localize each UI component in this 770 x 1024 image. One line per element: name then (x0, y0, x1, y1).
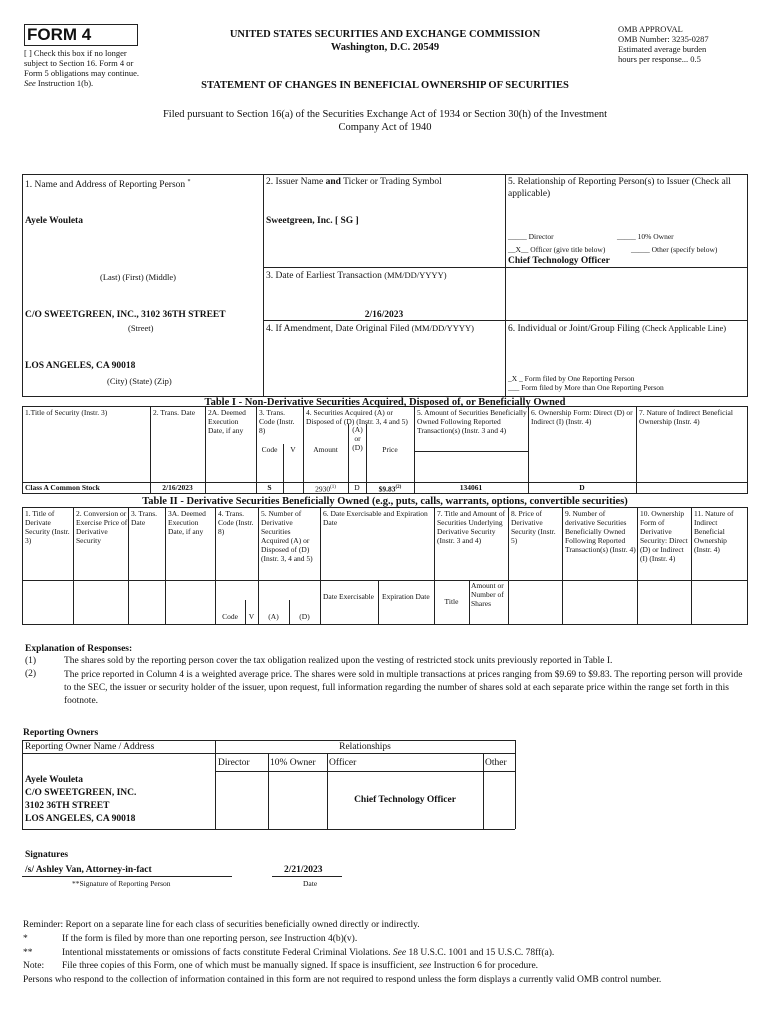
note-label: Note: (23, 961, 45, 971)
form-title: FORM 4 (27, 25, 92, 44)
t1-h3: 3. Trans. Code (Instr. 8) (259, 408, 295, 435)
t2-h5: 5. Number of Derivative Securities Acquired (A) or Disposed of (D) (Instr. 3, 4 and 5) (261, 509, 313, 563)
checkbox-note: [ ] Check this box if no longer subject to Section 16. Form 4 or Form 5 obligations may continue. See Instruction 1(b). (24, 48, 139, 88)
footnote-double-star: ** (23, 948, 33, 958)
t2-h6: 6. Date Exercisable and Expiration Date (323, 509, 428, 527)
filed-pursuant: Filed pursuant to Section 16(a) of the Securities Exchange Act of 1934 or Section 30(h) of the Investment Company Act of 1940 (162, 109, 608, 133)
t1-sub-price: Price (382, 445, 398, 454)
signature-label: **Signature of Reporting Person (72, 879, 171, 888)
signer-name: /s/ Ashley Van, Attorney-in-fact (25, 865, 152, 875)
owners-col-director: Director (218, 758, 250, 768)
agency-location: Washington, D.C. 20549 (330, 42, 440, 53)
t2-sub-exp: Expiration Date (382, 592, 430, 601)
box1-label: 1. Name and Address of Reporting Person * (25, 179, 191, 191)
signatures-title: Signatures (25, 850, 69, 860)
footnote-2-text: The price reported in Column 4 is a weighted average price. The shares were sold in multiple transactions at prices ranging from $9.69 to $9.83. The reporting person will provide to the SEC, the issuer or security holder of the issuer, upon request, full information regarding the number of shares sold at each separate price within the range set forth in this footnote. (64, 670, 743, 706)
t1-sub-v: V (290, 445, 296, 454)
officer-title: Chief Technology Officer (508, 256, 610, 266)
t1-row-ad: D (354, 483, 360, 492)
t2-h9: 9. Number of derivative Securities Beneficially Owned Following Reported Transaction(s) (Instr. 4) (565, 509, 636, 554)
t2-h11: 11. Nature of Indirect Beneficial Ownership (Instr. 4) (694, 509, 734, 554)
t1-row-owned: 134061 (459, 483, 483, 492)
owner-officer-title: Chief Technology Officer (354, 795, 456, 805)
t2-sub-a: (A) (268, 612, 279, 621)
owners-col-relationships: Relationships (339, 742, 391, 752)
t1-h5: 5. Amount of Securities Beneficially Owned Following Reported Transaction(s) (Instr. 3 and 4) (417, 408, 527, 435)
owners-col-officer: Officer (329, 758, 357, 768)
date-label: Date (303, 879, 318, 888)
t1-sub-ad: (A) or (D) (352, 425, 363, 452)
agency-name: UNITED STATES SECURITIES AND EXCHANGE COMMISSION (229, 29, 541, 40)
omb-disclaimer: Persons who respond to the collection of information contained in this form are not required to respond unless the form displays a currently valid OMB control number. (23, 975, 662, 985)
note-text: File three copies of this Form, one of which must be manually signed. If space is insufficient, see Instruction 6 for procedure. (62, 961, 539, 971)
t1-row-form: D (579, 483, 585, 492)
signature-date: 2/21/2023 (284, 865, 323, 875)
footnote-1-text: The shares sold by the reporting person cover the tax obligation realized upon the vesting of restricted stock units previously reported in Table I. (64, 656, 613, 666)
t1-row-security: Class A Common Stock (25, 483, 100, 492)
t1-sub-amount: Amount (313, 445, 338, 454)
t1-h6: 6. Ownership Form: Direct (D) or Indirect (I) (Instr. 4) (531, 408, 633, 426)
box2-label: 2. Issuer Name and Ticker or Trading Symbol (266, 177, 442, 187)
owners-col-other: Other (485, 758, 507, 768)
t2-h1: 1. Title of Derivate Security (Instr. 3) (25, 509, 70, 545)
relationship-director: _____ Director (508, 232, 554, 241)
statement-title: STATEMENT OF CHANGES IN BENEFICIAL OWNERSHIP OF SECURITIES (201, 80, 569, 91)
t2-h8: 8. Price of Derivative Security (Instr. 5) (511, 509, 556, 545)
city-label: (City) (State) (Zip) (107, 376, 172, 386)
box3-label: 3. Date of Earliest Transaction (MM/DD/YYYY) (266, 270, 447, 281)
t1-row-amount: 2930$^{(1)}$ (315, 484, 336, 494)
t2-sub-v: V (248, 612, 255, 621)
footnote-1-number: (1) (25, 656, 37, 666)
explanation-title: Explanation of Responses: (25, 644, 133, 654)
t2-sub-amount: Amount or Number of Shares (471, 581, 504, 608)
t2-h10: 10. Ownership Form of Derivative Security: Direct (D) or Indirect (I) (Instr. 4) (640, 509, 688, 563)
issuer-name: Sweetgreen, Inc. [ SG ] (266, 216, 359, 226)
reporting-person-name: Ayele Wouleta (25, 216, 83, 226)
table2-title: Table II - Derivative Securities Beneficially Owned (e.g., puts, calls, warrants, options, convertible securities) (142, 496, 628, 507)
box6-label: 6. Individual or Joint/Group Filing (Check Applicable Line) (508, 323, 727, 334)
t1-row-date: 2/16/2023 (162, 483, 193, 492)
street-address: C/O SWEETGREEN, INC., 3102 36TH STREET (25, 310, 226, 320)
name-parts-label: (Last) (First) (Middle) (100, 272, 177, 282)
street-label: (Street) (128, 323, 154, 333)
omb-approval: OMB APPROVAL OMB Number: 3235-0287 Estimated average burden hours per response... 0.5 (618, 24, 709, 64)
t2-h7: 7. Title and Amount of Securities Underlying Derivative Security (Instr. 3 and 4) (437, 509, 506, 545)
filing-option-one: _X _ Form filed by One Reporting Person (508, 374, 635, 383)
owners-title: Reporting Owners (23, 728, 99, 738)
reminder: Reminder: Report on a separate line for each class of securities beneficially owned directly or indirectly. (23, 920, 420, 930)
t2-h4: 4. Trans. Code (Instr. 8) (218, 509, 254, 536)
t1-h7: 7. Nature of Indirect Beneficial Ownership (Instr. 4) (639, 408, 733, 426)
owners-col-name: Reporting Owner Name / Address (25, 742, 155, 752)
owner-address: Ayele Wouleta C/O SWEETGREEN, INC. 3102 36TH STREET LOS ANGELES, CA 90018 (25, 775, 137, 824)
city-state-zip: LOS ANGELES, CA 90018 (25, 361, 136, 371)
t1-sub-code: Code (261, 445, 278, 454)
relationship-officer: __X__ Officer (give title below) (508, 245, 606, 254)
table1-title: Table I - Non-Derivative Securities Acquired, Disposed of, or Beneficially Owned (204, 397, 566, 408)
t2-sub-d: (D) (299, 612, 310, 621)
t1-h2: 2. Trans. Date (153, 408, 196, 417)
t2-h3: 3. Trans. Date (131, 509, 158, 527)
t1-row-code: S (267, 483, 272, 492)
filing-option-multiple: ___ Form filed by More than One Reporting Person (508, 383, 664, 392)
box4-label: 4. If Amendment, Date Original Filed (MM/DD/YYYY) (266, 323, 474, 334)
t1-h4: 4. Securities Acquired (A) or Disposed of (D) (Instr. 3, 4 and 5) (306, 408, 408, 426)
t1-h1: 1.Title of Security (Instr. 3) (25, 408, 108, 417)
t2-h2: 2. Conversion or Exercise Price of Derivative Security (76, 509, 128, 545)
earliest-transaction-date: 2/16/2023 (364, 310, 404, 320)
footnote-double-star-text: Intentional misstatements or omissions of facts constitute Federal Criminal Violations. See 18 U.S.C. 1001 and 15 U.S.C. 78ff(a). (62, 948, 555, 958)
footnote-star: * (23, 934, 28, 944)
box5-label: 5. Relationship of Reporting Person(s) to Issuer (Check all applicable) (508, 177, 731, 199)
owners-col-ten: 10% Owner (270, 758, 316, 768)
relationship-ten-pct: _____ 10% Owner (617, 232, 674, 241)
footnote-star-text: If the form is filed by more than one reporting person, see Instruction 4(b)(v). (62, 934, 358, 944)
t1-h2a: 2A. Deemed Execution Date, if any (208, 408, 246, 435)
t1-row-price: $9.83$^{(2)}$ (378, 484, 402, 494)
t2-sub-date-ex: Date Exercisable (323, 592, 375, 601)
t2-h3a: 3A. Deemed Execution Date, if any (168, 509, 206, 536)
form-title-box (24, 24, 138, 46)
footnote-2-number: (2) (25, 669, 37, 679)
t2-sub-title: Title (444, 597, 459, 606)
relationship-other: _____ Other (specify below) (631, 245, 718, 254)
t2-sub-code: Code (222, 612, 238, 621)
